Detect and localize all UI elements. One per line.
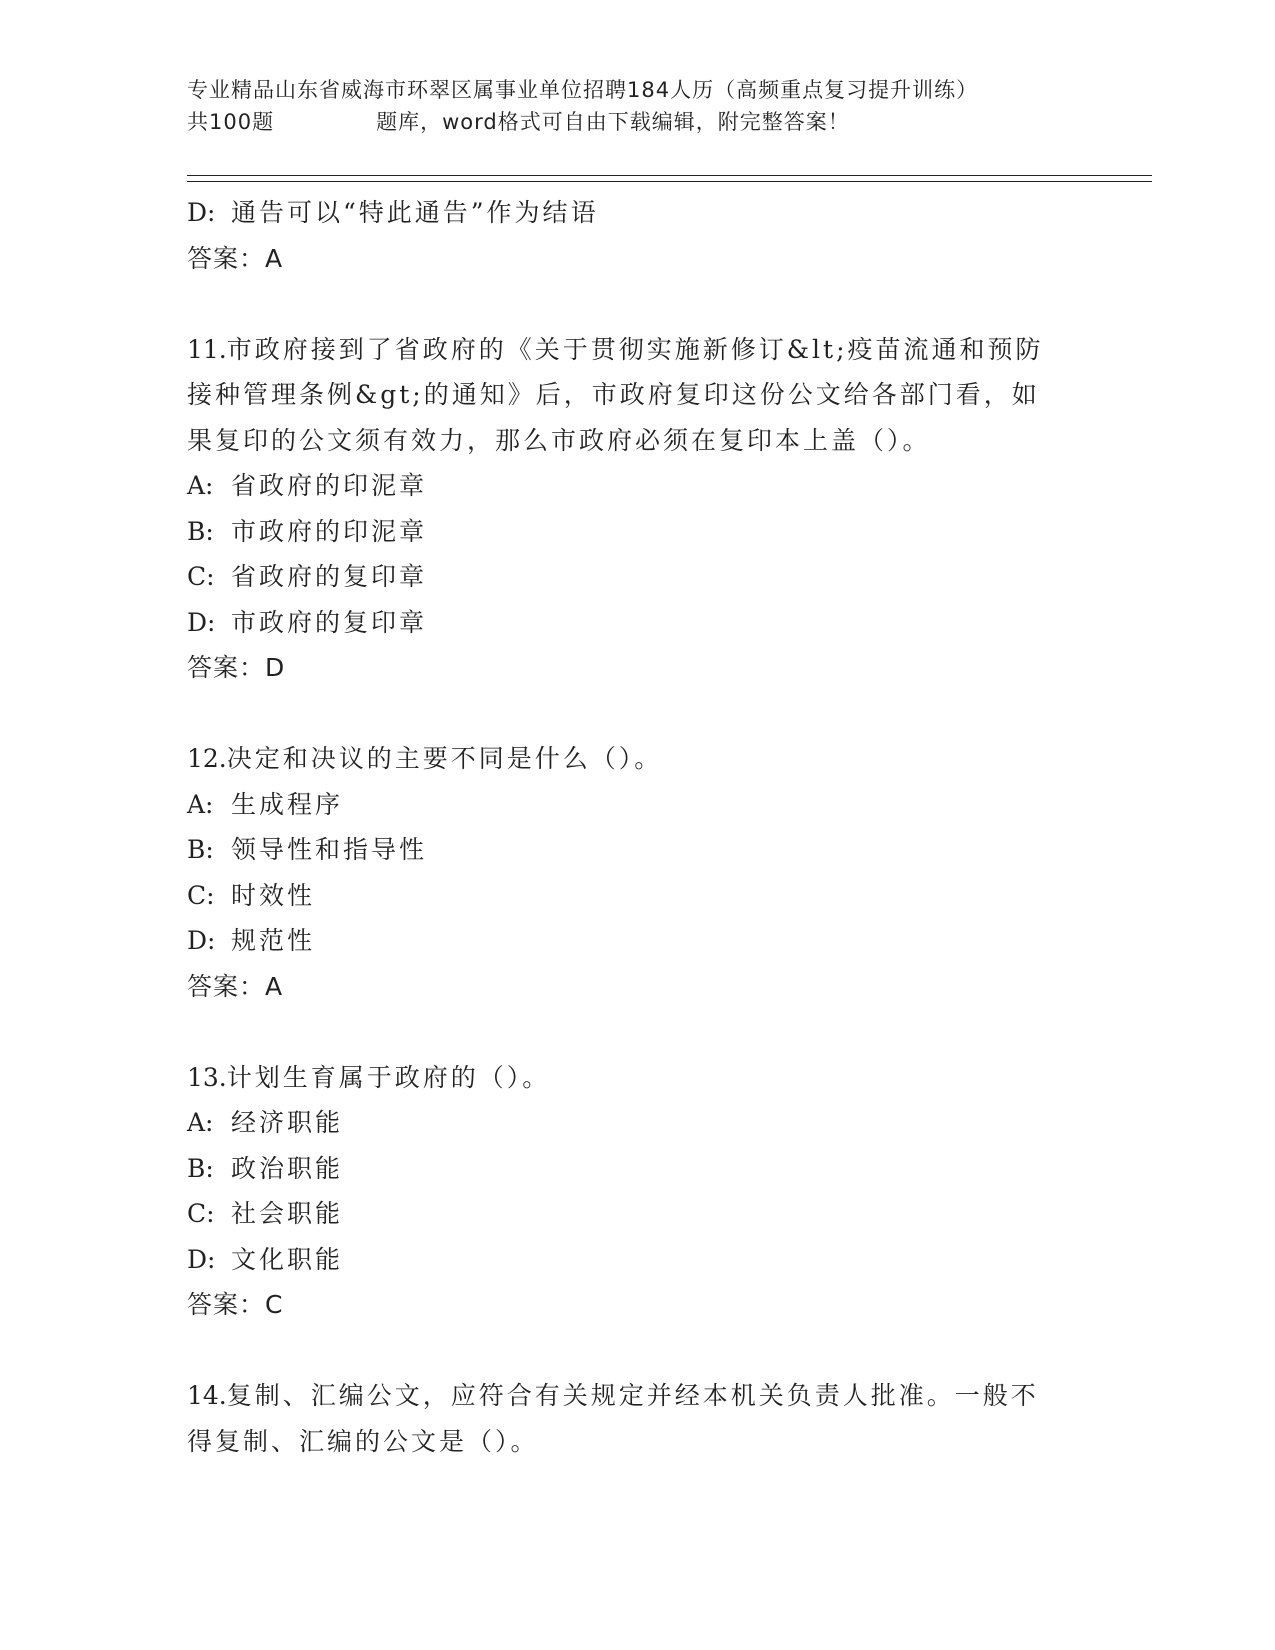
option-text: 经济职能 — [231, 1108, 344, 1137]
option-line — [187, 1191, 1087, 1237]
question-number: 13. — [187, 1062, 227, 1092]
header-rule-bottom — [187, 181, 1152, 182]
option-text: 规范性 — [231, 926, 316, 955]
header-title-line2 — [187, 106, 1087, 138]
question-text: 计划生育属于政府的（）。 — [226, 1062, 551, 1092]
option-line — [187, 554, 1087, 600]
question-content — [187, 190, 1087, 1464]
option-key: C: — [187, 562, 215, 591]
question-line: 果复印的公文须有效力，那么市政府必须在复印本上盖（）。 — [187, 425, 931, 455]
page-header — [187, 74, 1087, 138]
option-line — [187, 463, 1087, 509]
option-key: C: — [187, 880, 215, 910]
question-line — [187, 1373, 1087, 1419]
option-line — [187, 1146, 1087, 1192]
option-line — [187, 1237, 1087, 1283]
answer-line: 答案：D — [187, 653, 286, 682]
option-text: 社会职能 — [231, 1199, 344, 1228]
option-line — [187, 873, 1087, 919]
question-line — [187, 327, 1087, 373]
question-text: 市政府接到了省政府的《关于贯彻实施新修订&lt;疫苗流通和预防 — [226, 334, 1044, 364]
question-text: 复制、汇编公文，应符合有关规定并经本机关负责人批准。一般不 — [226, 1381, 1039, 1410]
option-text: 通告可以“特此通告”作为结语 — [231, 198, 599, 227]
option-line — [187, 1100, 1087, 1146]
option-key: A: — [187, 789, 214, 819]
spacer — [187, 1009, 1087, 1055]
spacer — [187, 691, 1087, 737]
option-key: B: — [187, 1153, 214, 1183]
option-text: 省政府的印泥章 — [231, 471, 428, 500]
question-number: 12. — [187, 744, 227, 773]
question-line: 得复制、汇编的公文是（）。 — [187, 1426, 539, 1456]
question-number: 11. — [187, 334, 227, 364]
question-number: 14. — [187, 1381, 227, 1410]
option-text: 省政府的复印章 — [231, 562, 428, 591]
spacer — [187, 1328, 1087, 1374]
question-line — [187, 736, 1087, 782]
answer-line: 答案：A — [187, 971, 284, 1001]
option-text: 政治职能 — [231, 1153, 344, 1183]
question-text: 决定和决议的主要不同是什么（）。 — [226, 744, 663, 773]
option-key: B: — [187, 516, 214, 546]
option-text: 市政府的复印章 — [231, 607, 428, 637]
option-key: A: — [187, 471, 214, 500]
header-subtitle: 题库，word格式可自由下载编辑，附完整答案！ — [376, 110, 850, 134]
header-title-line1: 专业精品山东省威海市环翠区属事业单位招聘184人历（高频重点复习提升训练） — [187, 78, 979, 102]
question-line: 接种管理条例&gt;的通知》后，市政府复印这份公文给各部门看，如 — [187, 380, 1040, 409]
option-line — [187, 600, 1087, 646]
option-key: C: — [187, 1199, 215, 1228]
question-line — [187, 1055, 1087, 1101]
header-question-count: 共100题 — [187, 110, 275, 134]
option-line — [187, 190, 1087, 236]
option-line — [187, 782, 1087, 828]
option-key: D: — [187, 926, 216, 955]
option-text: 市政府的印泥章 — [231, 516, 428, 546]
option-key: D: — [187, 1244, 216, 1274]
option-text: 时效性 — [231, 880, 316, 910]
option-key: D: — [187, 198, 216, 227]
option-line — [187, 918, 1087, 964]
option-text: 领导性和指导性 — [231, 835, 428, 864]
spacer — [187, 281, 1087, 327]
header-rule-top — [187, 175, 1152, 176]
option-text: 生成程序 — [231, 789, 344, 819]
answer-line: 答案：C — [187, 1290, 284, 1319]
answer-line: 答案：A — [187, 243, 284, 273]
header-gap — [274, 106, 376, 138]
option-line — [187, 827, 1087, 873]
option-key: B: — [187, 835, 214, 864]
option-key: A: — [187, 1108, 214, 1137]
option-text: 文化职能 — [231, 1244, 344, 1274]
option-key: D: — [187, 607, 216, 637]
option-line — [187, 509, 1087, 555]
